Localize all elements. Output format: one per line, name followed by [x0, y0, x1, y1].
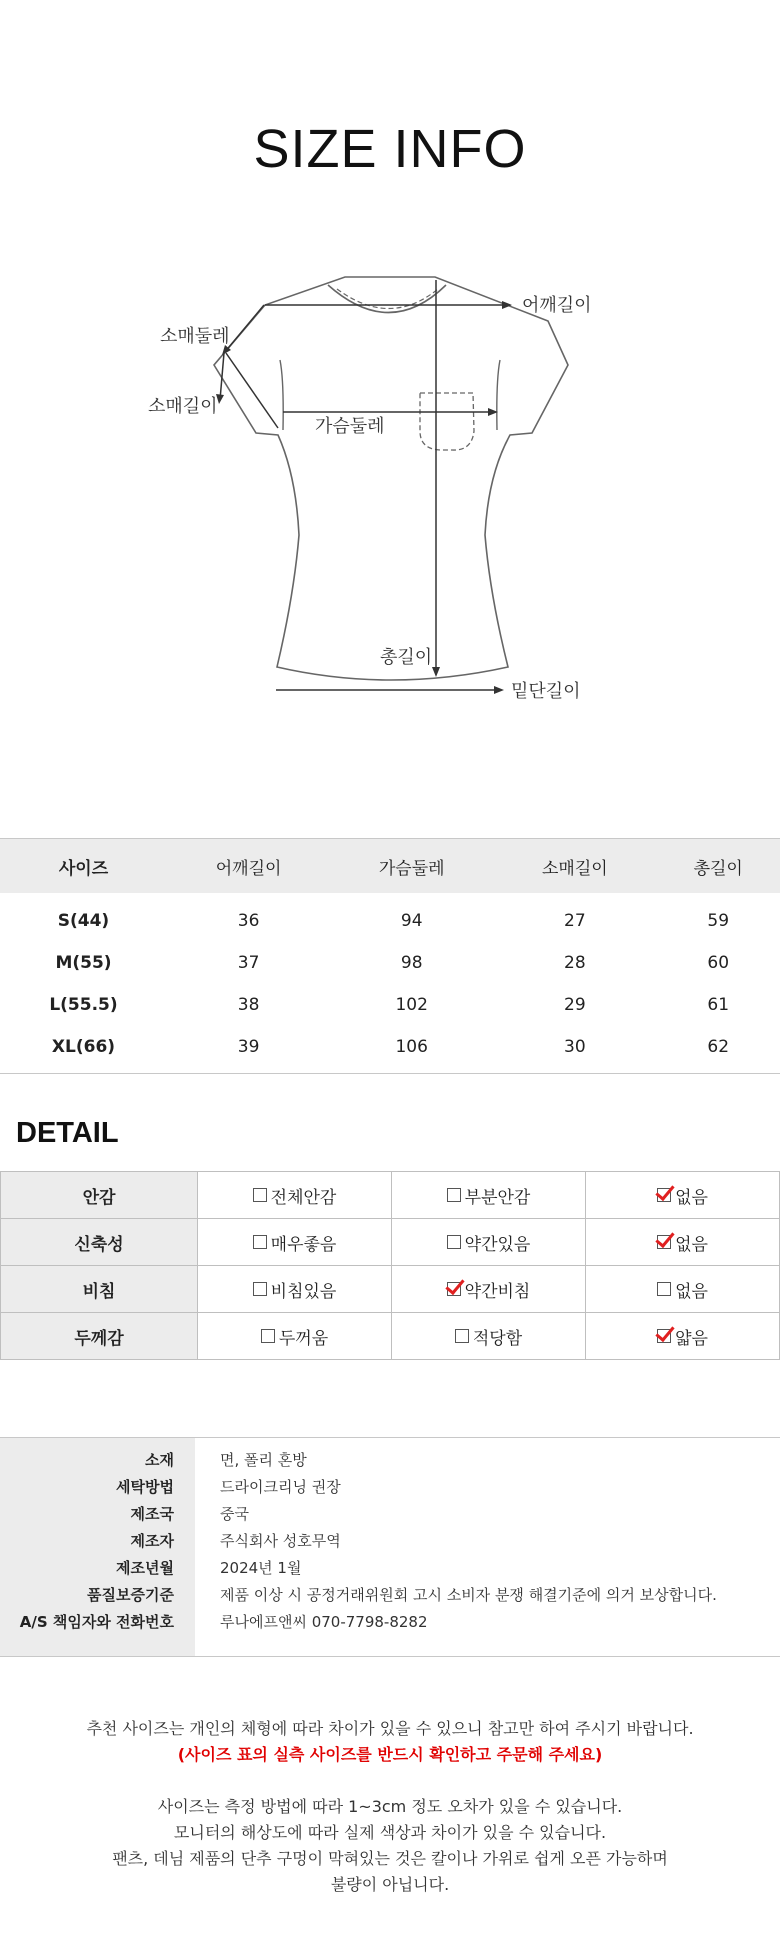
table-cell: 59: [707, 911, 730, 931]
col-header: 사이즈: [0, 839, 167, 894]
product-info-section: [0, 1437, 780, 1657]
product-info-key: 세탁방법: [116, 1478, 174, 1496]
detail-row-label: 두께감: [1, 1313, 198, 1360]
product-info-row: [0, 1474, 780, 1501]
table-cell: XL(66): [0, 1026, 167, 1074]
table-cell: 61: [707, 995, 730, 1015]
detail-option-label: 없음: [675, 1187, 708, 1208]
checkbox-icon: [253, 1188, 267, 1202]
note-line: 불량이 아닙니다.: [330, 1875, 450, 1894]
detail-row-label: 신축성: [1, 1219, 198, 1266]
checkbox-icon: [253, 1235, 267, 1249]
table-cell: 94: [400, 911, 423, 931]
detail-option: [455, 1324, 522, 1349]
detail-option-cell: [392, 1172, 586, 1219]
product-info-row: [0, 1555, 780, 1582]
product-info-key: 제조자: [130, 1532, 174, 1550]
detail-option-label: 전체안감: [270, 1187, 337, 1208]
checkbox-icon: [657, 1282, 671, 1296]
checked-checkbox-icon: [657, 1235, 671, 1249]
table-cell: 29: [564, 995, 586, 1015]
note-line: 모니터의 해상도에 따라 실제 색상과 차이가 있을 수 있습니다.: [173, 1823, 607, 1842]
detail-option: [447, 1230, 531, 1255]
detail-option: [447, 1277, 531, 1302]
detail-row: [1, 1172, 780, 1219]
label-chest: 가슴둘레: [315, 416, 385, 437]
table-cell: L(55.5): [49, 995, 118, 1015]
product-info-value: 주식회사 성호무역: [220, 1532, 341, 1550]
detail-option-label: 약간비침: [464, 1281, 531, 1302]
product-info-value: 드라이크리닝 권장: [220, 1478, 341, 1496]
detail-row: [1, 1313, 780, 1360]
product-info-row: [0, 1582, 780, 1609]
detail-option-label: 매우좋음: [270, 1234, 337, 1255]
table-cell: M(55): [55, 953, 112, 973]
table-cell: 39: [167, 1026, 330, 1074]
label-hem-length: 밑단길이: [511, 681, 581, 702]
detail-row-label: 안감: [1, 1172, 198, 1219]
product-info-row: [0, 1528, 780, 1555]
table-row: [0, 942, 780, 984]
detail-option: [253, 1183, 337, 1208]
checkbox-icon: [253, 1282, 267, 1296]
size-table: [0, 838, 780, 1074]
product-info-value: 제품 이상 시 공정거래위원회 고시 소비자 분쟁 해결기준에 의거 보상합니다.: [220, 1586, 717, 1604]
table-cell: 27: [564, 911, 586, 931]
label-sleeve-circumference: 소매둘레: [160, 326, 230, 347]
detail-option-cell: [198, 1266, 392, 1313]
detail-option-label: 없음: [675, 1281, 708, 1302]
page-title: SIZE INFO: [253, 119, 527, 179]
detail-option-cell: [198, 1172, 392, 1219]
product-info-key: A/S 책임자와 전화번호: [19, 1613, 174, 1631]
detail-row: [1, 1219, 780, 1266]
detail-option-label: 없음: [675, 1234, 708, 1255]
detail-option-cell: [392, 1313, 586, 1360]
detail-option: [657, 1183, 708, 1208]
table-cell: 36: [237, 911, 260, 931]
checkbox-icon: [447, 1235, 461, 1249]
detail-option: [657, 1230, 708, 1255]
detail-option-label: 두꺼움: [278, 1328, 329, 1349]
product-info-row: [0, 1609, 780, 1636]
detail-option-cell: [198, 1313, 392, 1360]
product-info-value: 면, 폴리 혼방: [220, 1451, 307, 1469]
note-line: 팬츠, 데님 제품의 단추 구멍이 막혀있는 것은 칼이나 가위로 쉽게 오픈 가능하며: [112, 1849, 668, 1868]
product-info-key: 제조년월: [116, 1559, 174, 1577]
col-header: 총길이: [656, 839, 780, 894]
product-info-value: 2024년 1월: [220, 1559, 302, 1577]
detail-title: DETAIL: [16, 1117, 119, 1149]
checkbox-icon: [447, 1188, 461, 1202]
table-cell: 106: [330, 1026, 493, 1074]
detail-option-cell: [392, 1219, 586, 1266]
detail-option-label: 약간있음: [464, 1234, 531, 1255]
table-cell: S(44): [57, 911, 110, 931]
detail-option-label: 얇음: [675, 1328, 708, 1349]
table-cell: 38: [237, 995, 260, 1015]
detail-option-label: 비침있음: [270, 1281, 337, 1302]
table-cell: 28: [564, 953, 586, 973]
detail-option-cell: [586, 1219, 780, 1266]
table-row: [0, 984, 780, 1026]
note-warning: (사이즈 표의 실측 사이즈를 반드시 확인하고 주문해 주세요): [177, 1745, 603, 1764]
detail-option: [253, 1230, 337, 1255]
detail-option-label: 부분안감: [464, 1187, 531, 1208]
product-info-value: 루나에프앤씨 070-7798-8282: [220, 1613, 428, 1631]
checkbox-icon: [455, 1329, 469, 1343]
detail-option: [657, 1277, 708, 1302]
product-info-key: 소재: [145, 1451, 174, 1469]
detail-table: [0, 1171, 780, 1360]
size-diagram: [0, 265, 780, 715]
product-info-value: 중국: [220, 1505, 249, 1523]
checked-checkbox-icon: [657, 1329, 671, 1343]
table-cell: 60: [707, 953, 730, 973]
checked-checkbox-icon: [657, 1188, 671, 1202]
detail-option-cell: [392, 1266, 586, 1313]
detail-option-cell: [586, 1266, 780, 1313]
checked-checkbox-icon: [447, 1282, 461, 1296]
detail-option-label: 적당함: [472, 1328, 523, 1349]
checkbox-icon: [261, 1329, 275, 1343]
table-cell: 37: [237, 953, 260, 973]
size-table-header: [0, 839, 780, 894]
table-row: [0, 893, 780, 942]
table-cell: 98: [400, 953, 423, 973]
label-sleeve-length: 소매길이: [148, 396, 218, 417]
product-info-key: 품질보증기준: [87, 1586, 174, 1604]
detail-option: [657, 1324, 708, 1349]
col-header: 가슴둘레: [330, 839, 493, 894]
table-cell: 30: [493, 1026, 656, 1074]
product-info-row: [0, 1447, 780, 1474]
detail-option: [253, 1277, 337, 1302]
table-cell: 102: [395, 995, 428, 1015]
label-shoulder: 어깨길이: [522, 295, 592, 316]
detail-row-label: 비침: [1, 1266, 198, 1313]
detail-option: [261, 1324, 328, 1349]
detail-option-cell: [586, 1313, 780, 1360]
detail-option-cell: [198, 1219, 392, 1266]
col-header: 소매길이: [493, 839, 656, 894]
table-cell: 62: [656, 1026, 780, 1074]
note-line: 추천 사이즈는 개인의 체형에 따라 차이가 있을 수 있으니 참고만 하여 주시기 바랍니다.: [86, 1719, 694, 1738]
detail-option-cell: [586, 1172, 780, 1219]
col-header: 어깨길이: [167, 839, 330, 894]
notes-section: [0, 1716, 780, 1898]
table-row: [0, 1026, 780, 1074]
product-info-row: [0, 1501, 780, 1528]
note-line: 사이즈는 측정 방법에 따라 1~3cm 정도 오차가 있을 수 있습니다.: [157, 1797, 623, 1816]
detail-row: [1, 1266, 780, 1313]
detail-option: [447, 1183, 531, 1208]
product-info-key: 제조국: [130, 1505, 174, 1523]
label-total-length: 총길이: [380, 647, 433, 668]
